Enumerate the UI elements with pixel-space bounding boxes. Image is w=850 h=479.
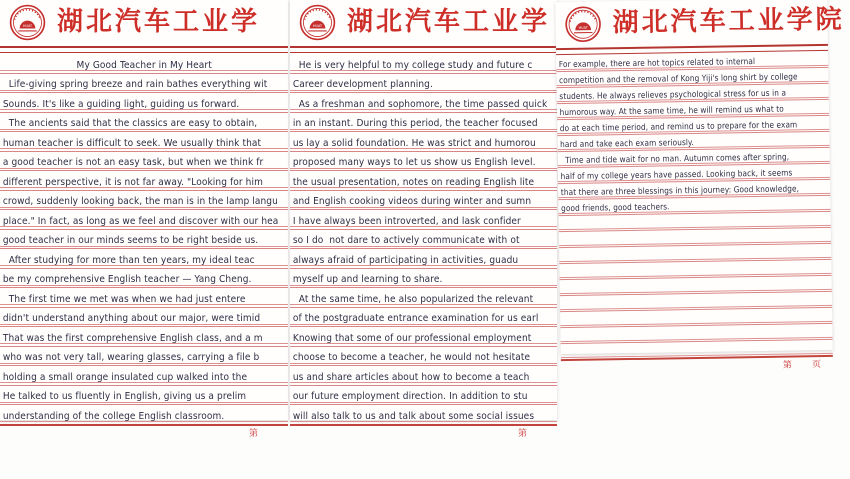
- scanned-page-2: [290, 0, 557, 439]
- handwritten-text: human teacher is difficult to seek. We usually think that: [2, 137, 262, 149]
- ruled-line: [0, 210, 288, 230]
- handwritten-text: holding a small orange insulated cup walked into the: [2, 371, 248, 383]
- ruled-writing-area: [290, 54, 557, 426]
- handwritten-text: who was not very tall, wearing glasses, carrying a file b: [2, 352, 260, 363]
- handwritten-text: For example, there are hot topics related to internal: [558, 56, 756, 70]
- svg-text:HUAT: HUAT: [313, 23, 322, 28]
- handwritten-text: that there are three blessings in this journey: Good knowledge,: [560, 183, 800, 198]
- handwritten-text: [559, 245, 562, 247]
- handwritten-text: half of my college years have passed. Looking back, it seems: [560, 167, 793, 182]
- header-divider: [0, 46, 288, 53]
- handwritten-text: in an instant. During this period, the teacher focused: [292, 118, 538, 129]
- handwritten-text: understanding of the college English classroom.: [2, 410, 225, 422]
- handwritten-text: competition and the removal of Kong Yiji's long shirt by college: [559, 71, 798, 86]
- page-footer: 第 页: [782, 360, 822, 371]
- handwritten-text: be my comprehensive English teacher — Yang Cheng.: [2, 274, 252, 285]
- handwritten-text: place." In fact, as long as we feel and discover with our hea: [2, 215, 279, 227]
- scanned-page-1: [0, 0, 288, 439]
- ruled-line: [0, 405, 288, 426]
- ruled-line: [0, 54, 288, 74]
- ruled-line: [290, 93, 557, 113]
- handwritten-text: The first time we met was when we had just entere: [2, 293, 246, 305]
- ruled-line: [0, 113, 288, 133]
- handwritten-text: [561, 357, 564, 359]
- ruled-line: [290, 347, 557, 367]
- ruled-line: [290, 327, 557, 347]
- ruled-line: [290, 366, 557, 386]
- ruled-writing-area: [556, 52, 833, 361]
- ruled-line: [0, 191, 288, 211]
- header-divider: [290, 46, 557, 53]
- ruled-writing-area: [0, 54, 288, 426]
- ruled-line: [0, 93, 288, 113]
- ruled-line: [290, 308, 557, 328]
- ruled-line: [290, 152, 557, 172]
- university-name: 湖北汽车工业学: [57, 7, 261, 37]
- handwritten-text: As a freshman and sophomore, the time passed quick: [292, 98, 548, 110]
- ruled-line: [290, 288, 557, 308]
- handwritten-text: will also talk to us and talk about some social issues: [292, 410, 535, 422]
- letterhead-header: [290, 0, 557, 44]
- handwritten-text: our future employment direction. In addition to stu: [292, 391, 528, 402]
- handwritten-text: [561, 341, 564, 343]
- svg-text:HUAT: HUAT: [578, 25, 588, 30]
- handwritten-text: The ancients said that the classics are easy to obtain,: [2, 118, 258, 129]
- page-footer: 第: [517, 428, 527, 439]
- handwritten-text: [559, 229, 562, 231]
- handwritten-text: good teacher in our minds seems to be right beside us.: [2, 235, 259, 246]
- handwritten-text: students. He always relieves psychological stress for us in a: [559, 87, 787, 102]
- ruled-line: [0, 74, 288, 94]
- ruled-line: [0, 249, 288, 269]
- ruled-line: [290, 230, 557, 250]
- handwritten-text: crowd, suddenly looking back, the man is in the lamp langu: [2, 196, 278, 207]
- ruled-line: [0, 347, 288, 367]
- ruled-line: [290, 113, 557, 133]
- ruled-line: [561, 340, 833, 361]
- ruled-line: [290, 171, 557, 191]
- handwritten-text: Career development planning.: [292, 79, 433, 90]
- handwritten-text: [560, 325, 563, 327]
- ruled-line: [290, 210, 557, 230]
- university-name: 湖北汽车工业学院: [612, 4, 845, 39]
- handwritten-text: a good teacher is not an easy task, but when we think fr: [2, 157, 264, 168]
- ruled-line: [0, 386, 288, 406]
- handwritten-text: After studying for more than ten years, my ideal teac: [2, 254, 255, 266]
- ruled-line: [0, 230, 288, 250]
- handwritten-text: He is very helpful to my college study and future c: [292, 59, 533, 71]
- handwritten-text: He talked to us fluently in English, giving us a prelim: [2, 391, 247, 402]
- university-seal-icon: [9, 4, 46, 41]
- letterhead-header: [555, 0, 845, 46]
- ruled-line: [290, 249, 557, 269]
- handwritten-text: At the same time, he also popularized the relevant: [292, 293, 534, 305]
- ruled-line: [290, 74, 557, 94]
- handwritten-text: [560, 277, 563, 279]
- letterhead-header: [0, 0, 288, 44]
- ruled-line: [290, 132, 557, 152]
- handwritten-text: good friends, good teachers.: [561, 201, 670, 214]
- handwritten-text: I have always been introverted, and lask confider: [292, 215, 521, 227]
- handwritten-text: proposed many ways to let us show us English level.: [292, 157, 536, 168]
- ruled-line: [0, 308, 288, 328]
- handwritten-text: and English cooking videos during winter and sumn: [292, 196, 532, 207]
- handwritten-text: That was the first comprehensive English class, and a m: [2, 332, 263, 344]
- handwritten-text: Life-giving spring breeze and rain bathes everything wit: [2, 79, 268, 90]
- scanned-page-3: [555, 0, 845, 371]
- ruled-line: [0, 327, 288, 347]
- handwritten-text: didn't understand anything about our major, were timid: [2, 313, 261, 324]
- page-footer: 第: [248, 428, 258, 439]
- handwritten-text: [560, 293, 563, 295]
- handwritten-text: do at each time period, and remind us to prepare for the exam: [559, 119, 798, 134]
- university-seal-icon: [564, 5, 602, 43]
- svg-text:HUAT: HUAT: [23, 23, 32, 28]
- handwritten-text: us lay a solid foundation. He was strict and humorou: [292, 137, 536, 149]
- handwritten-text: of the postgraduate entrance examination for us earl: [292, 313, 539, 324]
- handwritten-text: myself up and learning to share.: [292, 274, 443, 285]
- handwritten-text: [560, 309, 563, 311]
- handwritten-text: so I do not dare to actively communicate with ot: [292, 235, 520, 246]
- ruled-line: [290, 386, 557, 406]
- ruled-line: [0, 132, 288, 152]
- ruled-line: [0, 288, 288, 308]
- handwritten-text: humorous way. At the same time, he will remind us what to: [559, 103, 784, 118]
- handwritten-text: Sounds. It's like a guiding light, guiding us forward.: [2, 98, 240, 110]
- handwritten-text: different perspective, it is not far away. "Looking for him: [2, 176, 263, 188]
- ruled-line: [0, 366, 288, 386]
- ruled-line: [290, 269, 557, 289]
- handwritten-text: always afraid of participating in activities, guadu: [292, 254, 519, 266]
- university-name: 湖北汽车工业学: [347, 7, 551, 37]
- ruled-line: [290, 405, 557, 426]
- handwritten-text: the usual presentation, notes on reading English lite: [292, 176, 535, 188]
- ruled-line: [290, 54, 557, 74]
- handwritten-text: Knowing that some of our professional employment: [292, 332, 532, 344]
- ruled-line: [0, 152, 288, 172]
- handwritten-text: [559, 261, 562, 263]
- handwritten-text: choose to become a teacher, he would not hesitate: [292, 352, 531, 363]
- handwritten-text: hard and take each exam seriously.: [560, 136, 694, 150]
- university-seal-icon: [299, 4, 336, 41]
- ruled-line: [0, 269, 288, 289]
- handwritten-text: Time and tide wait for no man. Autumn comes after spring,: [560, 151, 790, 166]
- ruled-line: [0, 171, 288, 191]
- handwritten-text: us and share articles about how to become a teach: [292, 371, 530, 383]
- handwritten-text: My Good Teacher in My Heart: [76, 59, 212, 71]
- ruled-line: [290, 191, 557, 211]
